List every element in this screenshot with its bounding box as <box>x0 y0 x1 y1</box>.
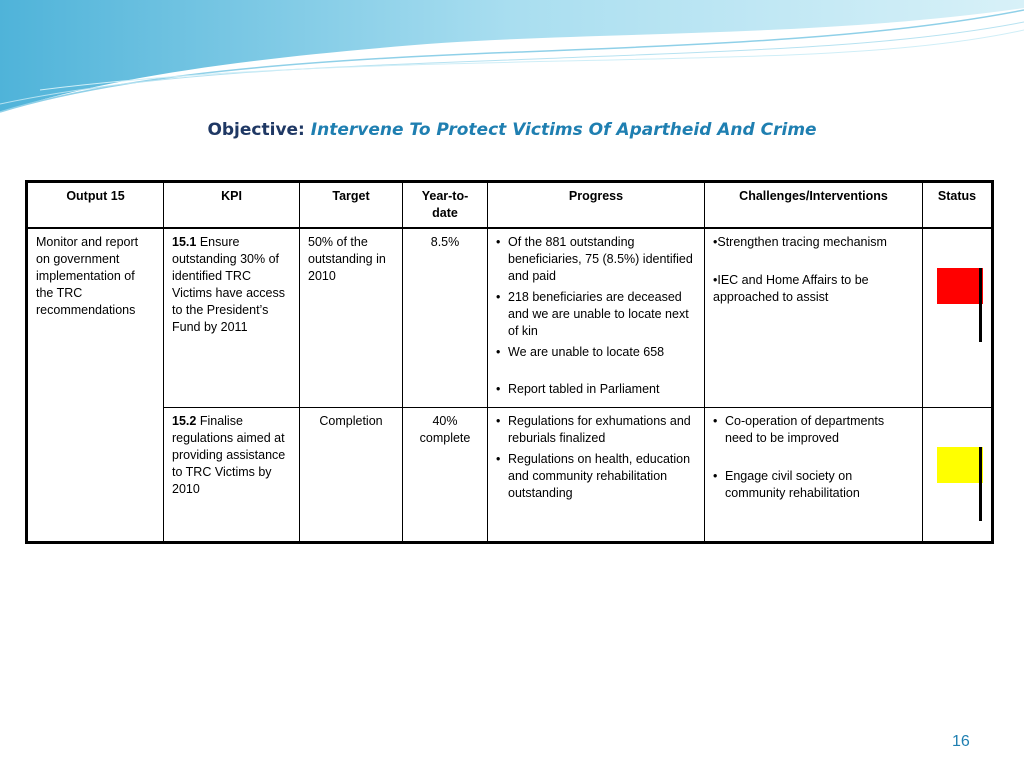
progress-item: • 218 beneficiaries are deceased and we are unable to locate next of kin <box>496 289 696 340</box>
kpi-cell <box>164 228 300 408</box>
flag-cloth <box>937 447 983 483</box>
target-cell: 50% of the outstanding in 2010 <box>300 228 403 408</box>
kpi-cell <box>164 408 300 543</box>
progress-item: • We are unable to locate 658 <box>496 344 696 361</box>
status-cell <box>923 408 993 543</box>
table-header-row <box>27 182 993 229</box>
slide-title <box>0 120 1024 140</box>
status-cell <box>923 228 993 408</box>
kpi-number: 15.1 <box>172 235 197 249</box>
progress-item: • Regulations for exhumations and reburials finalized <box>496 413 696 447</box>
challenges-cell <box>705 408 923 543</box>
kpi-table <box>25 180 994 544</box>
kpi-text: Ensure outstanding 30% of identified TRC Victims have access to the President’s Fund by 2011 <box>172 235 286 334</box>
table-row <box>27 408 993 543</box>
challenge-item: • Engage civil society on community rehabilitation <box>713 468 914 502</box>
output-cell: Monitor and report on government implementation of the TRC recommendations <box>27 228 164 543</box>
ytd-cell: 40% complete <box>403 408 488 543</box>
header-output: Output 15 <box>27 182 164 229</box>
progress-cell <box>488 228 705 408</box>
header-target: Target <box>300 182 403 229</box>
title-objective: Intervene To Protect Victims Of Apartheid And Crime <box>310 120 817 140</box>
ytd-cell: 8.5% <box>403 228 488 408</box>
progress-item: • Report tabled in Parliament <box>496 381 696 398</box>
header-progress: Progress <box>488 182 705 229</box>
progress-cell <box>488 408 705 543</box>
progress-item: • Regulations on health, education and community rehabilitation outstanding <box>496 451 696 502</box>
target-cell: Completion <box>300 408 403 543</box>
header-status: Status <box>923 182 993 229</box>
header-kpi: KPI <box>164 182 300 229</box>
header-year-to-date: Year-to-date <box>403 182 488 229</box>
kpi-text: Finalise regulations aimed at providing assistance to TRC Victims by 2010 <box>172 414 286 496</box>
challenge-item: • Co-operation of departments need to be improved <box>713 413 914 447</box>
table-row <box>27 228 993 408</box>
flag-pole <box>979 447 982 521</box>
kpi-number: 15.2 <box>172 414 197 428</box>
yellow-flag-icon <box>931 413 991 523</box>
challenge-item: •Strengthen tracing mechanism <box>713 235 887 249</box>
progress-item: • Of the 881 outstanding beneficiaries, 75 (8.5%) identified and paid <box>496 234 696 285</box>
flag-pole <box>979 268 982 342</box>
challenges-cell <box>705 228 923 408</box>
header-wave-decoration <box>0 0 1024 120</box>
title-label: Objective: <box>207 120 305 140</box>
header-challenges: Challenges/Interventions <box>705 182 923 229</box>
page-number: 16 <box>952 733 970 750</box>
challenge-item: •IEC and Home Affairs to be approached to assist <box>713 273 869 304</box>
red-flag-icon <box>931 234 991 344</box>
flag-cloth <box>937 268 983 304</box>
